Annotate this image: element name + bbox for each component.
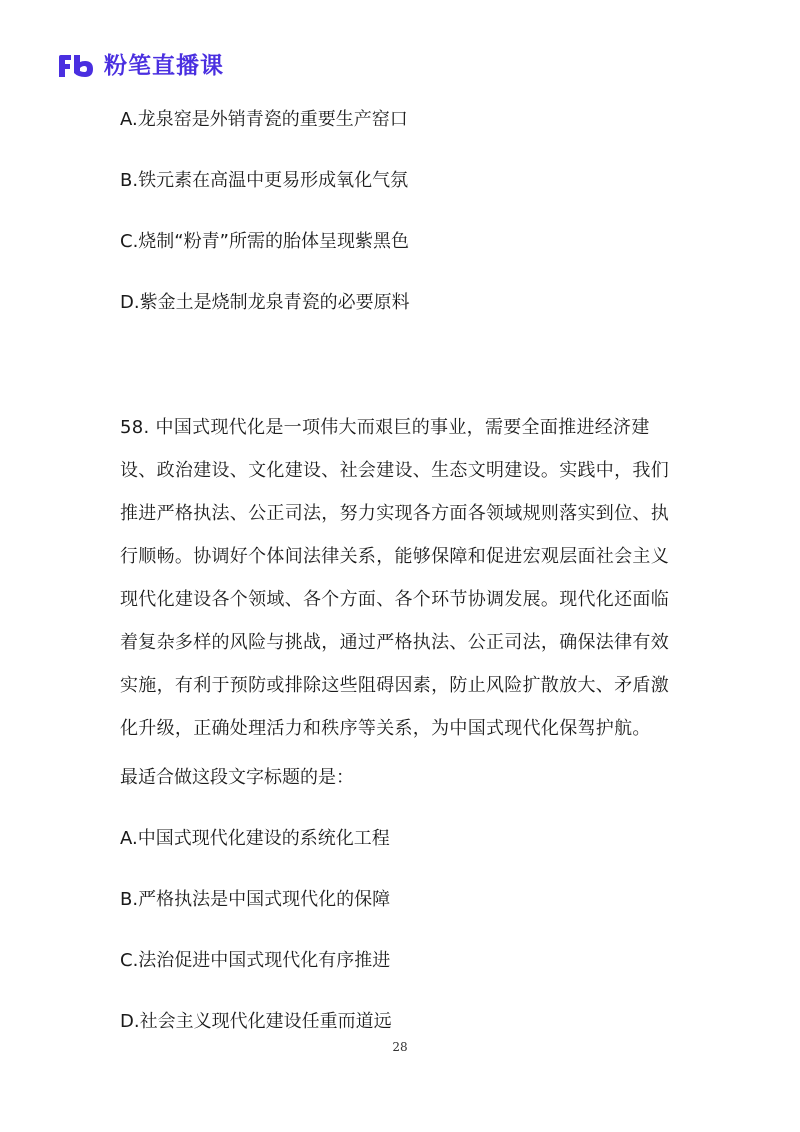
question-line: 推进严格执法、公正司法，努力实现各方面各领域规则落实到位、执 (120, 503, 669, 524)
prev-option-d: D.紫金土是烧制龙泉青瓷的必要原料 (120, 292, 410, 313)
page-number: 28 (392, 1040, 408, 1054)
option-a: A.中国式现代化建设的系统化工程 (120, 828, 390, 849)
question-line: 行顺畅。协调好个体间法律关系，能够保障和促进宏观层面社会主义 (120, 546, 669, 567)
prev-option-c: C.烧制“粉青”所需的胎体呈现紫黑色 (120, 231, 409, 252)
prev-option-a: A.龙泉窑是外销青瓷的重要生产窑口 (120, 109, 408, 130)
option-b: B.严格执法是中国式现代化的保障 (120, 889, 391, 910)
question-line: 设、政治建设、文化建设、社会建设、生态文明建设。实践中，我们 (120, 460, 669, 481)
brand-name: 粉笔直播课 (104, 53, 224, 79)
option-c: C.法治促进中国式现代化有序推进 (120, 950, 391, 971)
question-line: 现代化建设各个领域、各个方面、各个环节协调发展。现代化还面临 (120, 589, 669, 610)
question-line: 化升级，正确处理活力和秩序等关系，为中国式现代化保驾护航。 (120, 718, 651, 739)
question-prompt: 最适合做这段文字标题的是： (120, 767, 354, 788)
option-d: D.社会主义现代化建设任重而道远 (120, 1011, 392, 1032)
question-line: 着复杂多样的风险与挑战，通过严格执法、公正司法，确保法律有效 (120, 632, 669, 653)
question-stem (120, 406, 680, 750)
prev-option-b: B.铁元素在高温中更易形成氧化气氛 (120, 170, 409, 191)
brand-logo (56, 50, 224, 82)
question-line: 58. 中国式现代化是一项伟大而艰巨的事业，需要全面推进经济建 (120, 417, 650, 438)
fenbi-logo-icon (56, 53, 96, 79)
question-line: 实施，有利于预防或排除这些阻碍因素，防止风险扩散放大、矛盾激 (120, 675, 669, 696)
